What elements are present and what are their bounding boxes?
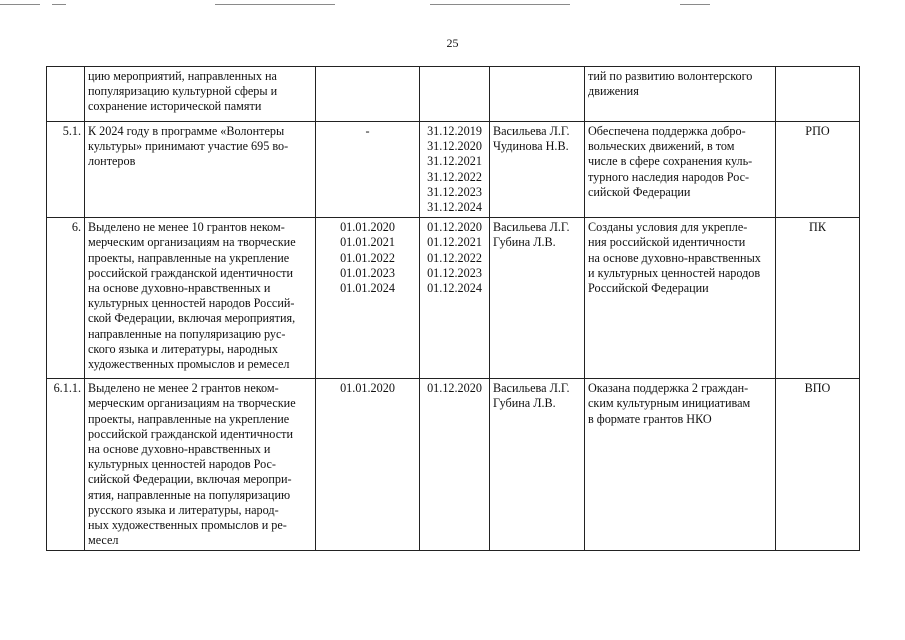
code-cell (776, 67, 860, 122)
text-line: лонтеров (88, 154, 136, 169)
scan-artifact-line (430, 4, 570, 5)
page-number: 25 (446, 36, 459, 50)
text-line: популяризацию культурной сферы и (88, 84, 278, 99)
text-line: турного наследия народов Рос- (588, 169, 750, 184)
text-line: Губина Л.В. (493, 235, 556, 250)
text-line: культуры» принимают участие 695 во- (88, 139, 289, 154)
text-line: 31.12.2020 (427, 139, 482, 154)
text-line: тий по развитию волонтерского (588, 69, 753, 83)
text-line: 31.12.2021 (427, 154, 482, 169)
document-table (46, 66, 860, 551)
text-line: - (365, 124, 370, 138)
description-cell (85, 67, 316, 122)
table-row (47, 218, 860, 379)
scan-artifact-line (0, 4, 40, 5)
cell-text: 6.1.1. (53, 381, 81, 396)
text-line: цию мероприятий, направленных на (88, 69, 277, 83)
text-line: ния российской идентичности (588, 235, 746, 250)
responsible-cell (490, 379, 585, 551)
table-row (47, 67, 860, 122)
start-date-cell (316, 67, 420, 122)
text-line: на основе духовно-нравственных и (88, 442, 271, 457)
text-line: 01.12.2021 (427, 235, 482, 250)
text-line: сийской Федерации, включая меропри- (88, 472, 292, 487)
cell-text: 5.1. (62, 124, 81, 138)
text-line: культурных ценностей народов Россий- (88, 296, 295, 311)
text-line: Губина Л.В. (493, 396, 556, 411)
text-line: Чудинова Н.В. (493, 139, 569, 154)
item-number-cell (47, 379, 85, 551)
text-line: художественных промыслов и ремесел (88, 357, 290, 372)
table-row (47, 122, 860, 218)
text-line: Васильева Л.Г. (493, 220, 570, 235)
cell-text: РПО (805, 124, 830, 138)
end-date-cell (420, 67, 490, 122)
text-line: сийской Федерации (588, 184, 691, 199)
description-cell (85, 122, 316, 218)
text-line: ской Федерации, включая мероприятия, (88, 311, 296, 326)
text-line: ского языка и литературы, народных (88, 341, 278, 356)
text-line: на основе духовно-нравственных и (88, 281, 271, 296)
text-line: Васильева Л.Г. (493, 381, 570, 396)
result-cell (585, 379, 776, 551)
text-line: Васильева Л.Г. (493, 124, 570, 138)
text-line: 01.12.2020 (427, 381, 482, 396)
text-line: российской гражданской идентичности (88, 426, 293, 441)
text-line: К 2024 году в программе «Волонтеры (88, 124, 285, 138)
responsible-cell (490, 67, 585, 122)
scan-artifact-line (680, 4, 710, 5)
text-line: движения (588, 84, 639, 99)
text-line: в формате грантов НКО (588, 411, 712, 426)
scan-artifact-line (52, 4, 66, 5)
text-line: на основе духовно-нравственных (588, 250, 761, 265)
text-line: 01.01.2024 (340, 281, 395, 296)
start-date-cell (316, 379, 420, 551)
text-line: Обеспечена поддержка добро- (588, 124, 746, 138)
text-line: Оказана поддержка 2 граждан- (588, 381, 749, 396)
text-line: 31.12.2022 (427, 169, 482, 184)
text-line: ятия, направленные на популяризацию (88, 487, 291, 502)
text-line: вольческих движений, в том (588, 139, 735, 154)
text-line: ским культурным инициативам (588, 396, 751, 411)
text-line: и культурных ценностей народов (588, 265, 761, 280)
text-line: 31.12.2023 (427, 184, 482, 199)
cell-text: 6. (71, 220, 81, 235)
cell-text: ПК (809, 220, 826, 235)
text-line: 01.01.2021 (340, 235, 395, 250)
text-line: 01.01.2020 (340, 381, 395, 396)
text-line: месел (88, 533, 119, 548)
text-line: Выделено не менее 10 грантов неком- (88, 220, 285, 235)
result-cell (585, 122, 776, 218)
scan-artifact-line (215, 4, 335, 5)
text-line: 01.01.2020 (340, 220, 395, 235)
text-line: 31.12.2024 (427, 200, 482, 215)
description-cell (85, 218, 316, 379)
text-line: мерческим организациям на творческие (88, 235, 296, 250)
text-line: 01.01.2022 (340, 250, 395, 265)
start-date-cell (316, 218, 420, 379)
text-line: числе в сфере сохранения куль- (588, 154, 753, 169)
text-line: русского языка и литературы, народ- (88, 502, 279, 517)
item-number-cell (47, 218, 85, 379)
item-number-cell (47, 122, 85, 218)
text-line: культурных ценностей народов Рос- (88, 457, 276, 472)
code-cell (776, 122, 860, 218)
text-line: 01.12.2023 (427, 265, 482, 280)
text-line: Выделено не менее 2 грантов неком- (88, 381, 279, 396)
text-line: 31.12.2019 (427, 124, 482, 138)
text-line: 01.12.2024 (427, 281, 482, 296)
start-date-cell (316, 122, 420, 218)
text-line: Российской Федерации (588, 281, 709, 296)
code-cell (776, 218, 860, 379)
text-line: сохранение исторической памяти (88, 99, 262, 114)
cell-text: ВПО (804, 381, 831, 396)
end-date-cell (420, 218, 490, 379)
code-cell (776, 379, 860, 551)
responsible-cell (490, 122, 585, 218)
text-line: 01.12.2022 (427, 250, 482, 265)
text-line: российской гражданской идентичности (88, 265, 293, 280)
text-line: 01.12.2020 (427, 220, 482, 235)
text-line: мерческим организациям на творческие (88, 396, 296, 411)
table-body (47, 67, 860, 551)
description-cell (85, 379, 316, 551)
text-line: проекты, направленные на укрепление (88, 411, 290, 426)
text-line: 01.01.2023 (340, 265, 395, 280)
text-line: направленные на популяризацию рус- (88, 326, 286, 341)
result-cell (585, 67, 776, 122)
text-line: проекты, направленные на укрепление (88, 250, 290, 265)
table-row (47, 379, 860, 551)
responsible-cell (490, 218, 585, 379)
text-line: ных художественных промыслов и ре- (88, 518, 287, 533)
text-line: Созданы условия для укрепле- (588, 220, 748, 235)
item-number-cell (47, 67, 85, 122)
end-date-cell (420, 379, 490, 551)
result-cell (585, 218, 776, 379)
end-date-cell (420, 122, 490, 218)
